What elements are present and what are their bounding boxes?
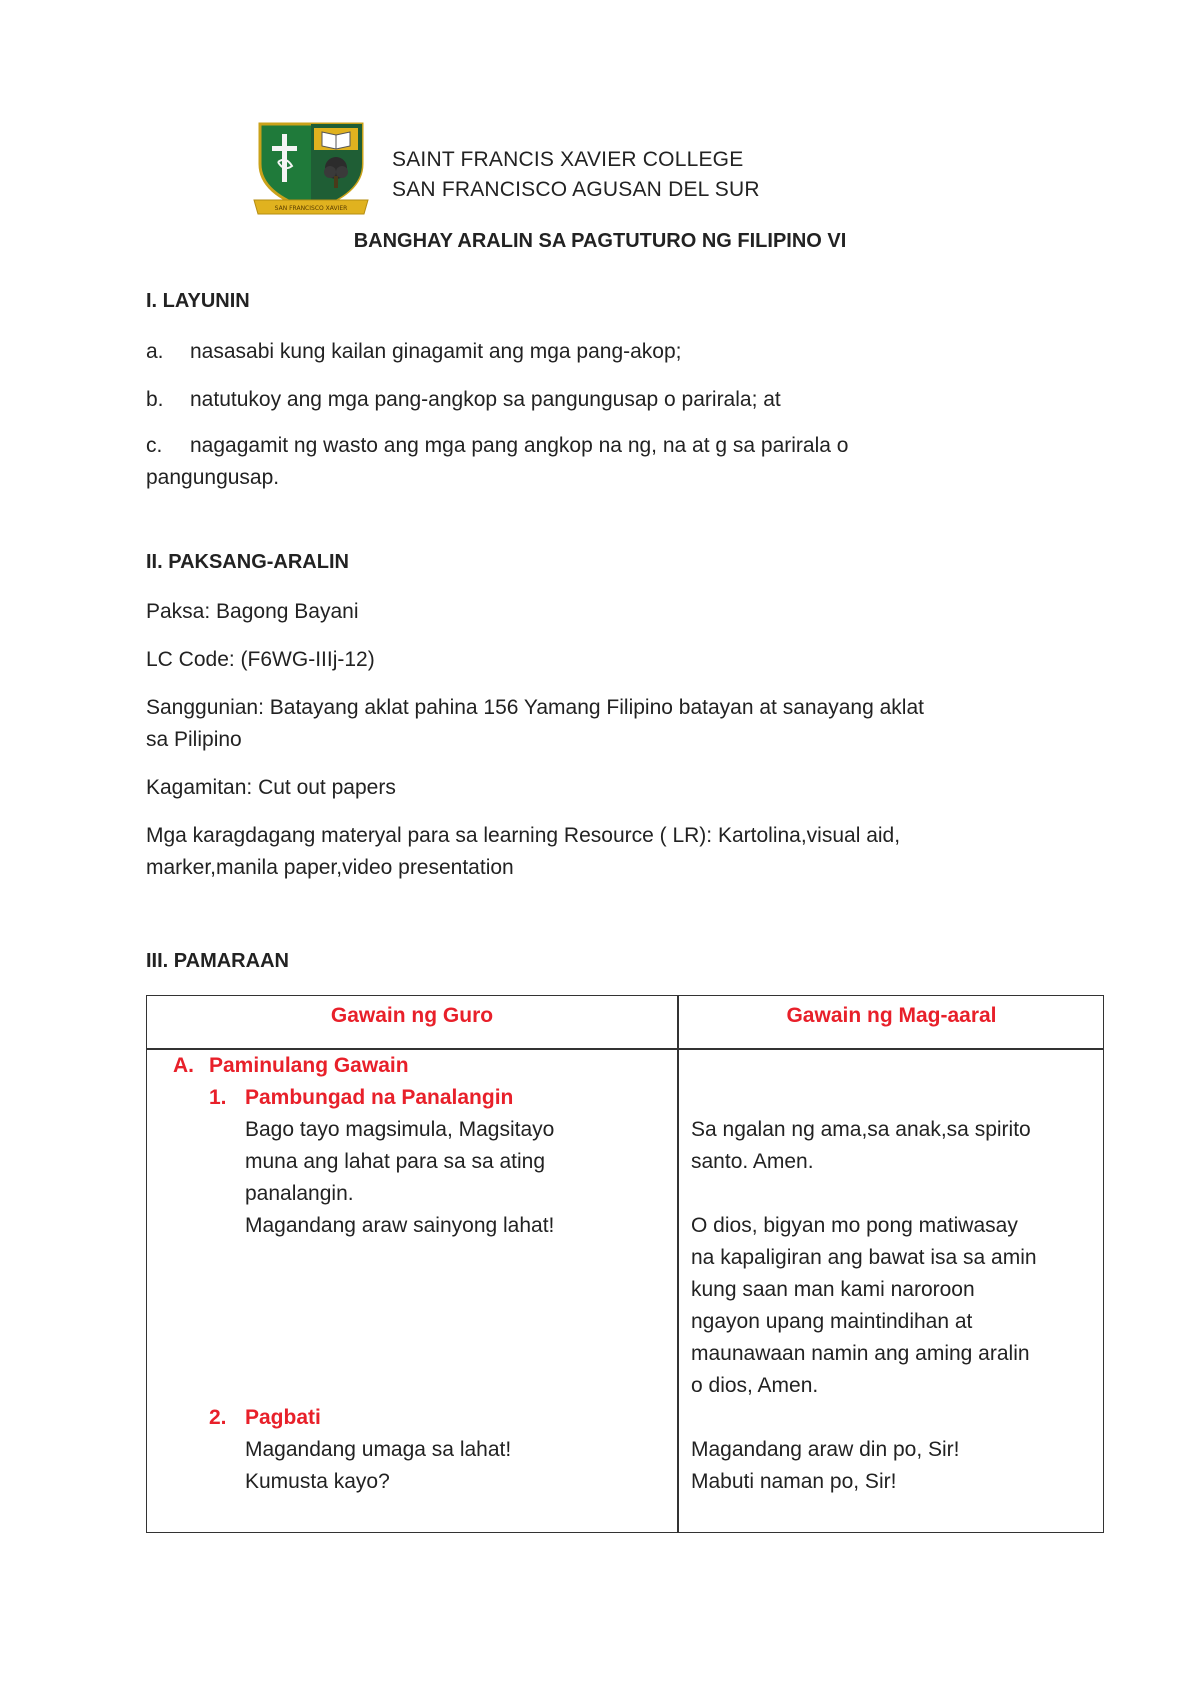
objective-text: nagagamit ng wasto ang mga pang angkop na ng, na at g sa parirala o	[190, 434, 849, 457]
objective-text-continued: pangungusap.	[146, 466, 280, 489]
magaaral-line: ngayon upang maintindihan at	[691, 1310, 973, 1333]
guro-line: muna ang lahat para sa sa ating	[245, 1150, 546, 1173]
document-title: BANGHAY ARALIN SA PAGTUTURO NG FILIPINO VI	[353, 230, 847, 252]
objective-a	[146, 336, 1026, 368]
objective-text: nasasabi kung kailan ginagamit ang mga pang-akop;	[190, 340, 682, 363]
objective-label: c.	[146, 434, 163, 457]
school-logo-icon	[252, 118, 370, 218]
materyal-line: Mga karagdagang materyal para sa learning Resource ( LR): Kartolina,visual aid,	[146, 824, 901, 847]
lc-code: LC Code: (F6WG-IIIj-12)	[146, 648, 375, 671]
school-location: SAN FRANCISCO AGUSAN DEL SUR	[392, 178, 760, 201]
step-2-number: 2.	[209, 1406, 227, 1429]
magaaral-line: O dios, bigyan mo pong matiwasay	[691, 1214, 1018, 1237]
sanggunian	[146, 692, 1076, 756]
objective-text: natutukoy ang mga pang-angkop sa pangungusap o parirala; at	[190, 388, 781, 411]
guro-line: Magandang umaga sa lahat!	[245, 1438, 512, 1461]
logo-motto: SAN FRANCISCO XAVIER	[274, 205, 348, 212]
guro-line: Kumusta kayo?	[245, 1470, 390, 1493]
section-a-heading	[173, 1050, 409, 1082]
table-column-divider	[677, 996, 679, 1532]
column-header-magaaral: Gawain ng Mag-aaral	[786, 1004, 997, 1027]
magaaral-line: santo. Amen.	[691, 1150, 814, 1173]
magaaral-line: o dios, Amen.	[691, 1374, 819, 1397]
kagamitan: Kagamitan: Cut out papers	[146, 776, 396, 799]
school-name: SAINT FRANCIS XAVIER COLLEGE	[392, 148, 744, 171]
magaaral-line: Magandang araw din po, Sir!	[691, 1438, 960, 1461]
magaaral-line: maunawaan namin ang aming aralin	[691, 1342, 1030, 1365]
magaaral-line: Mabuti naman po, Sir!	[691, 1470, 897, 1493]
sanggunian-line: Sanggunian: Batayang aklat pahina 156 Yamang Filipino batayan at sanayang aklat	[146, 696, 924, 719]
guro-line: panalangin.	[245, 1182, 354, 1205]
step-1-number: 1.	[209, 1086, 227, 1109]
materyal	[146, 820, 1076, 884]
step-1-guro-text	[245, 1114, 665, 1242]
objective-label: b.	[146, 388, 164, 411]
school-header	[392, 145, 760, 205]
step-1-heading	[209, 1082, 513, 1114]
layunin-heading: I. LAYUNIN	[146, 290, 250, 312]
step-2-guro-text	[245, 1434, 665, 1498]
step-2-title: Pagbati	[245, 1406, 321, 1429]
magaaral-line: na kapaligiran ang bawat isa sa amin	[691, 1246, 1037, 1269]
objective-b	[146, 384, 1026, 416]
paksa: Paksa: Bagong Bayani	[146, 600, 359, 623]
magaaral-line: Sa ngalan ng ama,sa anak,sa spirito	[691, 1118, 1031, 1141]
guro-line: Bago tayo magsimula, Magsitayo	[245, 1118, 555, 1141]
section-a-title: Paminulang Gawain	[209, 1054, 409, 1077]
magaaral-line	[691, 1178, 1097, 1210]
pamaraan-table	[146, 995, 1104, 1533]
step-2-magaaral-text	[691, 1434, 1097, 1498]
paksang-aralin-heading: II. PAKSANG-ARALIN	[146, 551, 349, 573]
magaaral-line: kung saan man kami naroroon	[691, 1278, 975, 1301]
sanggunian-line: sa Pilipino	[146, 728, 242, 751]
step-2-heading	[209, 1402, 321, 1434]
pamaraan-heading: III. PAMARAAN	[146, 950, 289, 972]
objective-label: a.	[146, 340, 164, 363]
materyal-line: marker,manila paper,video presentation	[146, 856, 514, 879]
column-header-guro: Gawain ng Guro	[330, 1004, 494, 1027]
guro-line: Magandang araw sainyong lahat!	[245, 1214, 555, 1237]
step-1-magaaral-text	[691, 1114, 1097, 1402]
section-a-label: A.	[173, 1054, 194, 1077]
objective-c	[146, 430, 1026, 494]
step-1-title: Pambungad na Panalangin	[245, 1086, 514, 1109]
